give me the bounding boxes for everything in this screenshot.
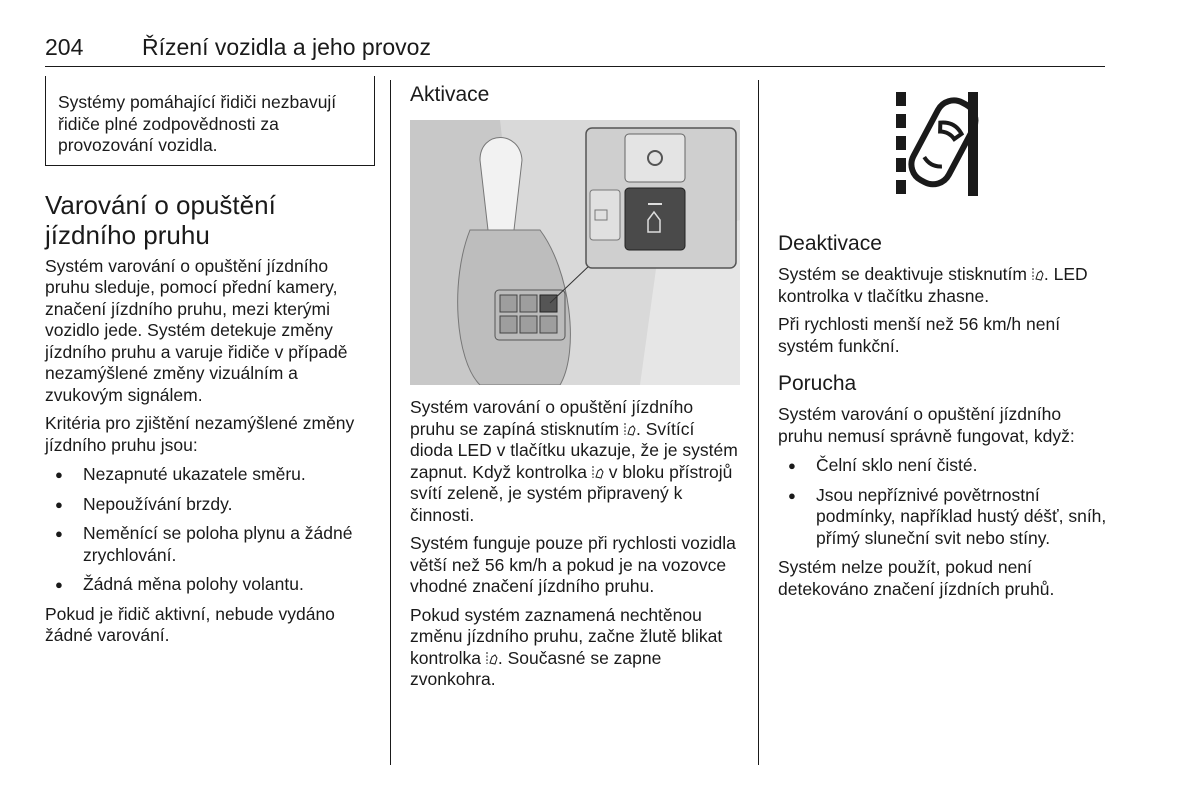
text-run: Systém se deaktivuje stisknutím <box>778 264 1027 284</box>
column-divider <box>758 80 759 765</box>
text-run: Pokud systém zaznamená nechtěnou změnu jízdního pruhu, začne žlutě blikat kontrolka <box>410 604 723 668</box>
page-number: 204 <box>45 34 84 60</box>
section-heading: Porucha <box>778 372 857 395</box>
lane-departure-icon <box>624 422 636 436</box>
console-button-photo <box>410 120 740 385</box>
section-heading: Deaktivace <box>778 232 882 255</box>
column-1 <box>45 76 375 647</box>
paragraph <box>410 397 740 526</box>
lane-departure-icon <box>592 465 604 479</box>
lane-departure-pictogram <box>778 76 1108 211</box>
text-run: v bloku přístrojů svítí zeleně, je systém připravený k činnosti. <box>410 461 733 525</box>
warning-note: Systémy pomáhající řidiči nezbavují řidiče plné zodpovědnosti za provozování vozidla. <box>45 76 375 166</box>
paragraph: Pokud je řidič aktivní, nebude vydáno žádné varování. <box>45 603 335 645</box>
lane-departure-icon <box>486 651 498 665</box>
list-item: ● Nezapnuté ukazatele směru. <box>45 464 375 486</box>
text-run: . LED kontrolka v tlačítku zhasne. <box>778 264 1088 306</box>
list-item: ● Čelní sklo není čisté. <box>778 455 1108 477</box>
text-run: . Svítící dioda LED v tlačítku ukazuje, že je systém zapnut. Když kontrolka <box>410 418 738 482</box>
lane-departure-icon <box>1032 267 1044 281</box>
section-heading <box>45 190 375 250</box>
malfunction-list <box>778 455 1108 549</box>
paragraph <box>410 605 740 691</box>
list-item: ● Žádná měna polohy volantu. <box>45 574 375 596</box>
paragraph: Systém funguje pouze při rychlosti vozidla větší než 56 km/h a pokud je na vozovce vhodné značení jízdního pruhu. <box>410 533 736 596</box>
list-item: ● Jsou nepříznivé povětrnostní podmínky, například hustý déšť, sníh, přímý sluneční svit nebo stíny. <box>778 485 1108 550</box>
section-heading-line1: Varování o opuštění <box>45 189 276 220</box>
page-title: Řízení vozidla a jeho provoz <box>142 34 431 60</box>
column-3 <box>778 76 1108 600</box>
section-heading: Aktivace <box>410 83 490 106</box>
page-header <box>45 34 1105 67</box>
paragraph: Systém varování o opuštění jízdního pruhu nemusí správně fungovat, když: <box>778 404 1075 446</box>
paragraph: Systém varování o opuštění jízdního pruhu sleduje, pomocí přední kamery, značení jízdního pruhu, mezi kterými vozidlo jede. Systém detekuje změny jízdního pruhu a varuje řidiče v případě nezamýšlené změny vizuálním a zvukovým signálem. <box>45 255 348 405</box>
text-run: . Současné se zapne zvonkohra. <box>410 647 662 689</box>
paragraph: Kritéria pro zjištění nezamýšlené změny jízdního pruhu jsou: <box>45 413 355 455</box>
criteria-list <box>45 464 375 596</box>
section-heading-line2: jízdního pruhu <box>45 219 210 250</box>
paragraph: Systém nelze použít, pokud není detekováno značení jízdních pruhů. <box>778 557 1055 599</box>
column-divider <box>390 80 391 765</box>
paragraph: Při rychlosti menší než 56 km/h není systém funkční. <box>778 314 1061 356</box>
list-item: ● Nepoužívání brzdy. <box>45 494 375 516</box>
paragraph <box>778 264 1108 307</box>
text-run: Systém varování o opuštění jízdního pruhu se zapíná stisknutím <box>410 397 694 439</box>
column-2 <box>410 76 740 691</box>
list-item: ● Neměnící se poloha plynu a žádné zrychlování. <box>45 523 375 566</box>
